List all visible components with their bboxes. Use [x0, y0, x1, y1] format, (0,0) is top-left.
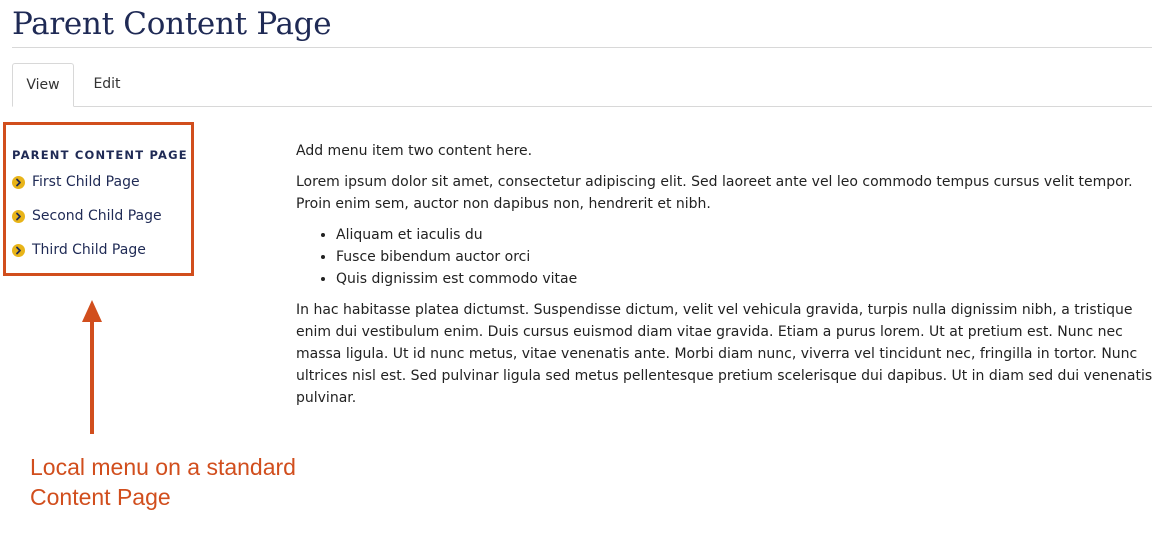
- menu-item-first-child-page[interactable]: [12, 172, 140, 192]
- main-content: [296, 140, 1156, 418]
- page-title: Parent Content Page: [12, 6, 332, 42]
- annotation-line: Content Page: [30, 484, 171, 510]
- menu-item-label: First Child Page: [32, 174, 140, 190]
- annotation-line: Local menu on a standard: [30, 454, 296, 480]
- title-divider: [12, 47, 1152, 48]
- intro-paragraph: Add menu item two content here.: [296, 143, 533, 159]
- menu-item-label: Second Child Page: [32, 208, 162, 224]
- list-item: • Quis dignissim est commodo vitae: [336, 268, 1156, 290]
- list-item: • Fusce bibendum auctor orci: [336, 246, 1156, 268]
- local-menu-title: PARENT CONTENT PAGE: [12, 148, 188, 162]
- tab-edit[interactable]: Edit: [93, 76, 121, 92]
- menu-item-label: Third Child Page: [32, 242, 146, 258]
- chevron-right-circle-icon: [12, 176, 25, 189]
- annotation-callout: [30, 452, 296, 512]
- list-item: • Aliquam et iaculis du: [336, 224, 1156, 246]
- tab-bar: [12, 63, 1152, 107]
- chevron-right-circle-icon: [12, 210, 25, 223]
- menu-item-second-child-page[interactable]: [12, 206, 162, 226]
- menu-item-third-child-page[interactable]: [12, 240, 146, 260]
- body-paragraph: In hac habitasse platea dictumst. Suspendisse dictum, velit vel vehicula gravida, turpis nulla dignissim nibh, a tristique enim dui vestibulum enim. Duis cursus euismod diam vitae gravida. Etiam a purus lorem. Ut at pretium est. Nunc nec massa ligula. Ut id nunc metus, vitae venenatis ante. Morbi diam nunc, viverra vel tincidunt nec, fringilla in tortor. Nunc ultrices nisl est. Sed pulvinar ligula sed metus pellentesque pretium scelerisque dui dapibus. Ut in diam sed dui venenatis pulvinar.: [296, 302, 1153, 406]
- local-menu: [3, 122, 194, 276]
- chevron-right-circle-icon: [12, 244, 25, 257]
- body-paragraph: Lorem ipsum dolor sit amet, consectetur adipiscing elit. Sed laoreet ante vel leo commodo tempus cursus velit tempor. Proin enim sem, auctor non dapibus non, hendrerit et nibh.: [296, 174, 1133, 212]
- up-arrow-icon: [80, 300, 104, 436]
- bullet-list: [296, 224, 1156, 290]
- tab-view[interactable]: View: [12, 63, 74, 107]
